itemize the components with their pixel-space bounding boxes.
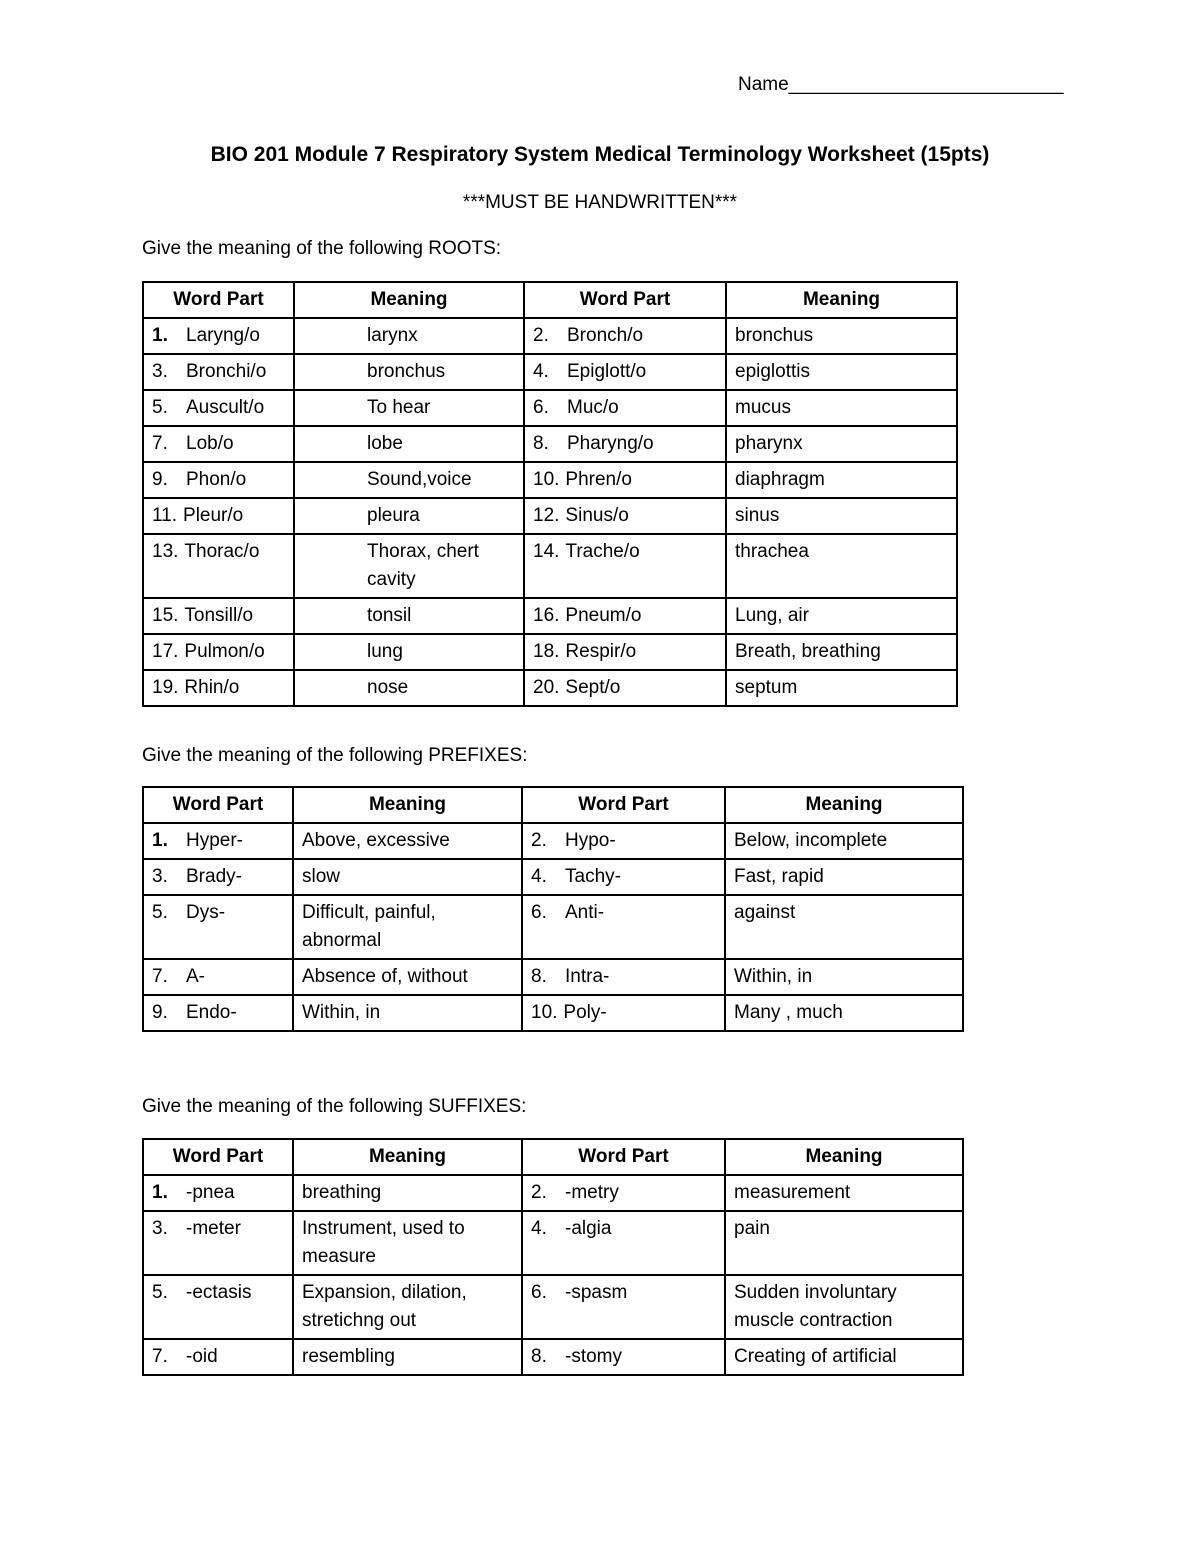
table-header-row: [143, 787, 963, 823]
item-number: 3.: [152, 361, 168, 382]
table-row: [143, 670, 957, 706]
word-part-text: Bronchi/o: [186, 361, 267, 382]
word-part-text: -meter: [186, 1218, 241, 1239]
word-part-text: Endo-: [186, 1002, 237, 1023]
word-part-cell: [143, 995, 293, 1031]
table-row: [143, 1211, 963, 1275]
table-row: [143, 1339, 963, 1375]
header-word-part: Word Part: [143, 282, 294, 318]
word-part-cell: [522, 823, 725, 859]
item-number: 5.: [152, 397, 168, 418]
word-part-cell: [522, 1175, 725, 1211]
item-number: 16.: [533, 605, 560, 626]
word-part-text: Sinus/o: [565, 505, 629, 526]
meaning-cell: Lung, air: [726, 598, 957, 634]
meaning-cell: Below, incomplete: [725, 823, 963, 859]
word-part-cell: [143, 498, 294, 534]
meaning-cell: measurement: [725, 1175, 963, 1211]
header-word-part: Word Part: [522, 787, 725, 823]
table-header-row: [143, 282, 957, 318]
item-number: 20.: [533, 677, 560, 698]
word-part-cell: [524, 354, 726, 390]
meaning-cell: Above, excessive: [293, 823, 522, 859]
word-part-cell: [522, 895, 725, 959]
meaning-cell: Fast, rapid: [725, 859, 963, 895]
meaning-cell: Many , much: [725, 995, 963, 1031]
item-number: 10.: [531, 1002, 558, 1023]
item-number: 17.: [152, 641, 179, 662]
item-number: 7.: [152, 966, 168, 987]
meaning-cell: Within, in: [725, 959, 963, 995]
meaning-cell: diaphragm: [726, 462, 957, 498]
item-number: 9.: [152, 469, 168, 490]
item-number: 6.: [533, 397, 549, 418]
item-number: 6.: [531, 902, 547, 923]
item-number: 13.: [152, 541, 179, 562]
table-header-row: [143, 1139, 963, 1175]
table-row: [143, 823, 963, 859]
suffixes-table: [142, 1138, 964, 1376]
table-row: [143, 634, 957, 670]
table-row: [143, 859, 963, 895]
word-part-cell: [143, 462, 294, 498]
word-part-text: -metry: [565, 1182, 619, 1203]
item-number: 6.: [531, 1282, 547, 1303]
word-part-text: Respir/o: [565, 641, 637, 662]
meaning-cell: pharynx: [726, 426, 957, 462]
word-part-text: Lob/o: [186, 433, 234, 454]
table-row: [143, 895, 963, 959]
item-number: 11.: [152, 505, 178, 526]
table-row: [143, 426, 957, 462]
word-part-text: Anti-: [565, 902, 605, 923]
word-part-cell: [143, 426, 294, 462]
meaning-cell: To hear: [294, 390, 524, 426]
table-row: [143, 462, 957, 498]
meaning-cell: Creating of artificial: [725, 1339, 963, 1375]
word-part-cell: [143, 634, 294, 670]
meaning-cell: against: [725, 895, 963, 959]
meaning-cell: Expansion, dilation, stretichng out: [293, 1275, 522, 1339]
table-row: [143, 498, 957, 534]
word-part-cell: [524, 390, 726, 426]
item-number: 9.: [152, 1002, 168, 1023]
meaning-cell: epiglottis: [726, 354, 957, 390]
word-part-text: Trache/o: [565, 541, 640, 562]
item-number: 1.: [152, 1182, 168, 1203]
meaning-cell: lung: [294, 634, 524, 670]
header-word-part: Word Part: [524, 282, 726, 318]
item-number: 10.: [533, 469, 560, 490]
meaning-cell: Within, in: [293, 995, 522, 1031]
meaning-cell: nose: [294, 670, 524, 706]
meaning-cell: Breath, breathing: [726, 634, 957, 670]
item-number: 7.: [152, 433, 168, 454]
word-part-text: -algia: [565, 1218, 612, 1239]
table-row: [143, 318, 957, 354]
table-row: [143, 534, 957, 598]
word-part-text: Tonsill/o: [184, 605, 254, 626]
word-part-cell: [522, 859, 725, 895]
item-number: 2.: [533, 325, 549, 346]
item-number: 19.: [152, 677, 179, 698]
meaning-cell: Sound,voice: [294, 462, 524, 498]
word-part-cell: [522, 995, 725, 1031]
meaning-cell: breathing: [293, 1175, 522, 1211]
word-part-cell: [143, 318, 294, 354]
word-part-cell: [524, 598, 726, 634]
table-row: [143, 598, 957, 634]
word-part-cell: [524, 426, 726, 462]
item-number: 8.: [531, 1346, 547, 1367]
item-number: 15.: [152, 605, 179, 626]
meaning-cell: Instrument, used to measure: [293, 1211, 522, 1275]
word-part-text: Pleur/o: [183, 505, 244, 526]
word-part-text: Pharyng/o: [567, 433, 654, 454]
word-part-cell: [143, 959, 293, 995]
item-number: 8.: [531, 966, 547, 987]
word-part-text: Poly-: [563, 1002, 607, 1023]
roots-table: [142, 281, 958, 707]
item-number: 8.: [533, 433, 549, 454]
word-part-cell: [524, 534, 726, 598]
item-number: 1.: [152, 830, 168, 851]
meaning-cell: sinus: [726, 498, 957, 534]
word-part-text: Hypo-: [565, 830, 616, 851]
word-part-text: Pneum/o: [565, 605, 642, 626]
meaning-cell: Thorax, chert cavity: [294, 534, 524, 598]
word-part-text: Phon/o: [186, 469, 247, 490]
roots-instruction: Give the meaning of the following ROOTS:: [142, 238, 502, 259]
word-part-text: Tachy-: [565, 866, 621, 887]
word-part-text: -stomy: [565, 1346, 622, 1367]
item-number: 7.: [152, 1346, 168, 1367]
word-part-text: Muc/o: [567, 397, 619, 418]
item-number: 4.: [533, 361, 549, 382]
header-meaning: Meaning: [725, 1139, 963, 1175]
word-part-text: Brady-: [186, 866, 242, 887]
word-part-cell: [524, 318, 726, 354]
table-row: [143, 995, 963, 1031]
item-number: 2.: [531, 1182, 547, 1203]
meaning-cell: larynx: [294, 318, 524, 354]
table-row: [143, 354, 957, 390]
item-number: 18.: [533, 641, 560, 662]
meaning-cell: Absence of, without: [293, 959, 522, 995]
word-part-text: Dys-: [186, 902, 226, 923]
word-part-text: Bronch/o: [567, 325, 644, 346]
word-part-cell: [524, 498, 726, 534]
word-part-cell: [143, 390, 294, 426]
name-field-label: Name__________________________: [738, 74, 1064, 95]
word-part-text: Phren/o: [565, 469, 632, 490]
worksheet-subtitle: ***MUST BE HANDWRITTEN***: [462, 192, 738, 213]
table-row: [143, 959, 963, 995]
item-number: 4.: [531, 866, 547, 887]
table-row: [143, 390, 957, 426]
table-row: [143, 1175, 963, 1211]
item-number: 4.: [531, 1218, 547, 1239]
item-number: 12.: [533, 505, 560, 526]
word-part-cell: [143, 1339, 293, 1375]
table-row: [143, 1275, 963, 1339]
header-word-part: Word Part: [143, 787, 293, 823]
prefixes-table: [142, 786, 964, 1032]
word-part-cell: [522, 1211, 725, 1275]
meaning-cell: septum: [726, 670, 957, 706]
word-part-text: Rhin/o: [184, 677, 240, 698]
item-number: 3.: [152, 1218, 168, 1239]
word-part-text: Laryng/o: [186, 325, 260, 346]
meaning-cell: lobe: [294, 426, 524, 462]
word-part-text: -pnea: [186, 1182, 235, 1203]
suffixes-instruction: Give the meaning of the following SUFFIXES:: [142, 1096, 527, 1117]
item-number: 3.: [152, 866, 168, 887]
word-part-text: Thorac/o: [184, 541, 260, 562]
word-part-cell: [143, 354, 294, 390]
word-part-text: Intra-: [565, 966, 610, 987]
meaning-cell: resembling: [293, 1339, 522, 1375]
word-part-cell: [522, 1339, 725, 1375]
meaning-cell: thrachea: [726, 534, 957, 598]
word-part-text: A-: [186, 966, 205, 987]
word-part-cell: [143, 823, 293, 859]
item-number: 2.: [531, 830, 547, 851]
meaning-cell: pain: [725, 1211, 963, 1275]
word-part-text: Hyper-: [186, 830, 244, 851]
word-part-text: -spasm: [565, 1282, 628, 1303]
prefixes-instruction: Give the meaning of the following PREFIXES:: [142, 745, 528, 766]
header-word-part: Word Part: [143, 1139, 293, 1175]
header-meaning: Meaning: [293, 1139, 522, 1175]
meaning-cell: bronchus: [294, 354, 524, 390]
word-part-cell: [143, 895, 293, 959]
meaning-cell: mucus: [726, 390, 957, 426]
word-part-text: Sept/o: [565, 677, 621, 698]
word-part-cell: [524, 670, 726, 706]
word-part-text: Auscult/o: [186, 397, 265, 418]
meaning-cell: pleura: [294, 498, 524, 534]
header-meaning: Meaning: [293, 787, 522, 823]
word-part-text: Pulmon/o: [184, 641, 265, 662]
meaning-cell: bronchus: [726, 318, 957, 354]
meaning-cell: Sudden involuntary muscle contraction: [725, 1275, 963, 1339]
word-part-cell: [143, 859, 293, 895]
header-meaning: Meaning: [726, 282, 957, 318]
worksheet-title: BIO 201 Module 7 Respiratory System Medical Terminology Worksheet (15pts): [210, 143, 990, 166]
word-part-cell: [143, 598, 294, 634]
word-part-cell: [524, 462, 726, 498]
word-part-cell: [524, 634, 726, 670]
word-part-cell: [143, 1275, 293, 1339]
word-part-cell: [522, 1275, 725, 1339]
item-number: 1.: [152, 325, 168, 346]
meaning-cell: Difficult, painful, abnormal: [293, 895, 522, 959]
word-part-cell: [143, 1175, 293, 1211]
word-part-text: Epiglott/o: [567, 361, 647, 382]
word-part-text: -ectasis: [186, 1282, 252, 1303]
word-part-cell: [143, 1211, 293, 1275]
meaning-cell: slow: [293, 859, 522, 895]
word-part-cell: [522, 959, 725, 995]
meaning-cell: tonsil: [294, 598, 524, 634]
word-part-text: -oid: [186, 1346, 218, 1367]
word-part-cell: [143, 534, 294, 598]
item-number: 5.: [152, 1282, 168, 1303]
word-part-cell: [143, 670, 294, 706]
header-meaning: Meaning: [294, 282, 524, 318]
item-number: 5.: [152, 902, 168, 923]
header-word-part: Word Part: [522, 1139, 725, 1175]
header-meaning: Meaning: [725, 787, 963, 823]
item-number: 14.: [533, 541, 560, 562]
